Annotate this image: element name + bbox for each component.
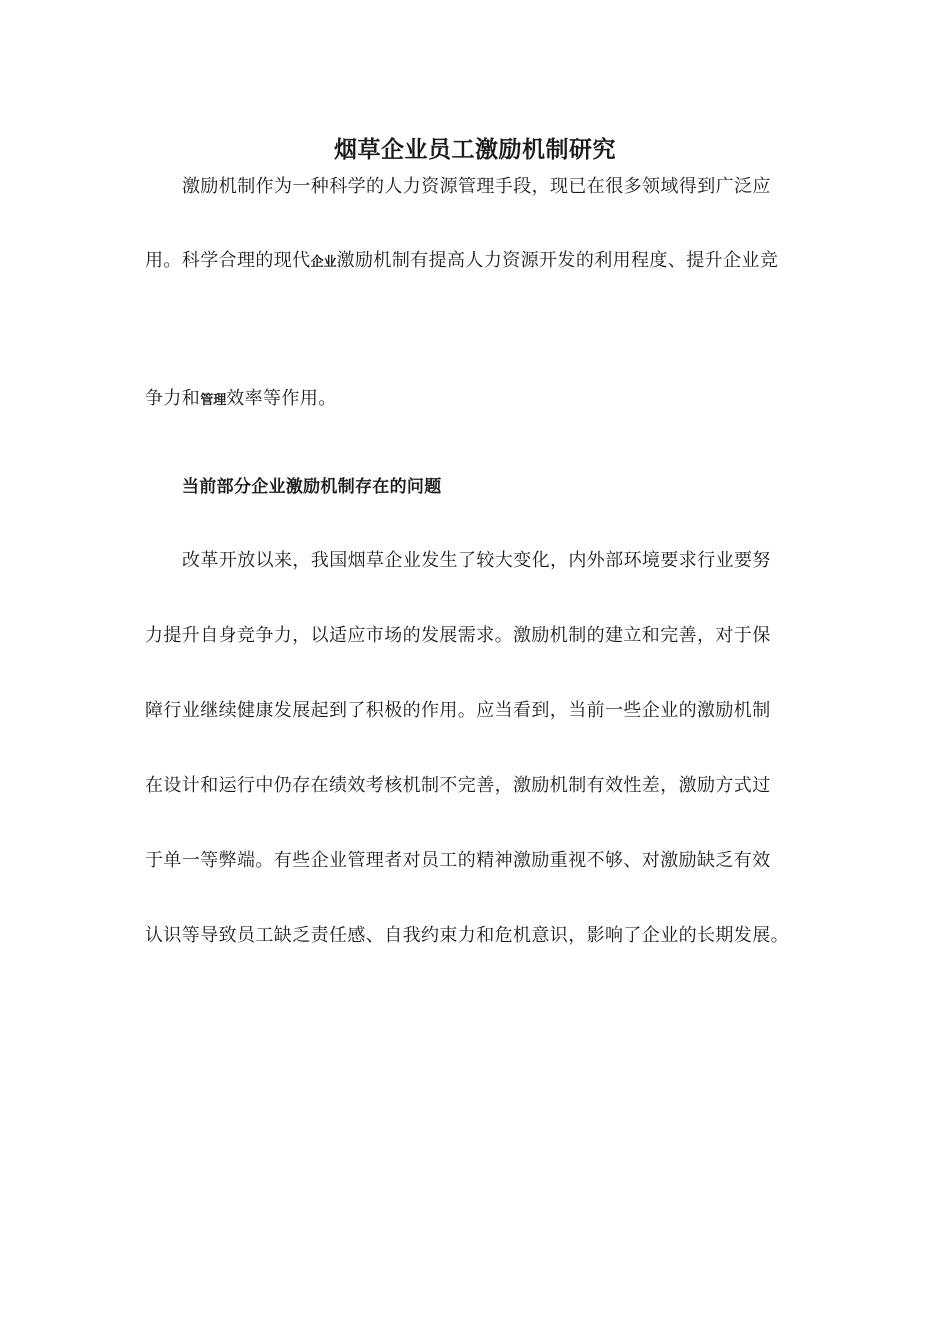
body-line: 在设计和运行中仍存在绩效考核机制不完善，激励机制有效性差，激励方式过 [145,775,771,796]
keyword-management: 管理 [200,393,227,408]
body-line: 认识等导致员工缺乏责任感、自我约束力和危机意识，影响了企业的长期发展。 [145,925,789,946]
document-title: 烟草企业员工激励机制研究 [334,137,616,163]
intro-line-2-text-a: 用。科学合理的现代 [145,250,311,271]
section-heading: 当前部分企业激励机制存在的问题 [182,477,442,497]
intro-line-3 [145,387,815,413]
body-line: 于单一等弊端。有些企业管理者对员工的精神激励重视不够、对激励缺乏有效 [145,850,771,871]
intro-line-1: 激励机制作为一种科学的人力资源管理手段，现已在很多领域得到广泛应 [182,176,771,197]
keyword-enterprise: 企业 [310,255,337,270]
body-line: 改革开放以来，我国烟草企业发生了较大变化，内外部环境要求行业要努 [182,550,771,571]
intro-line-2 [145,249,815,275]
body-line: 力提升自身竞争力，以适应市场的发展需求。激励机制的建立和完善，对于保 [145,625,771,646]
intro-line-3-text-c: 效率等作用。 [226,388,337,409]
body-line: 障行业继续健康发展起到了积极的作用。应当看到，当前一些企业的激励机制 [145,700,771,721]
intro-line-2-text-c: 激励机制有提高人力资源开发的利用程度、提升企业竞 [336,250,779,271]
intro-line-3-text-a: 争力和 [145,388,201,409]
